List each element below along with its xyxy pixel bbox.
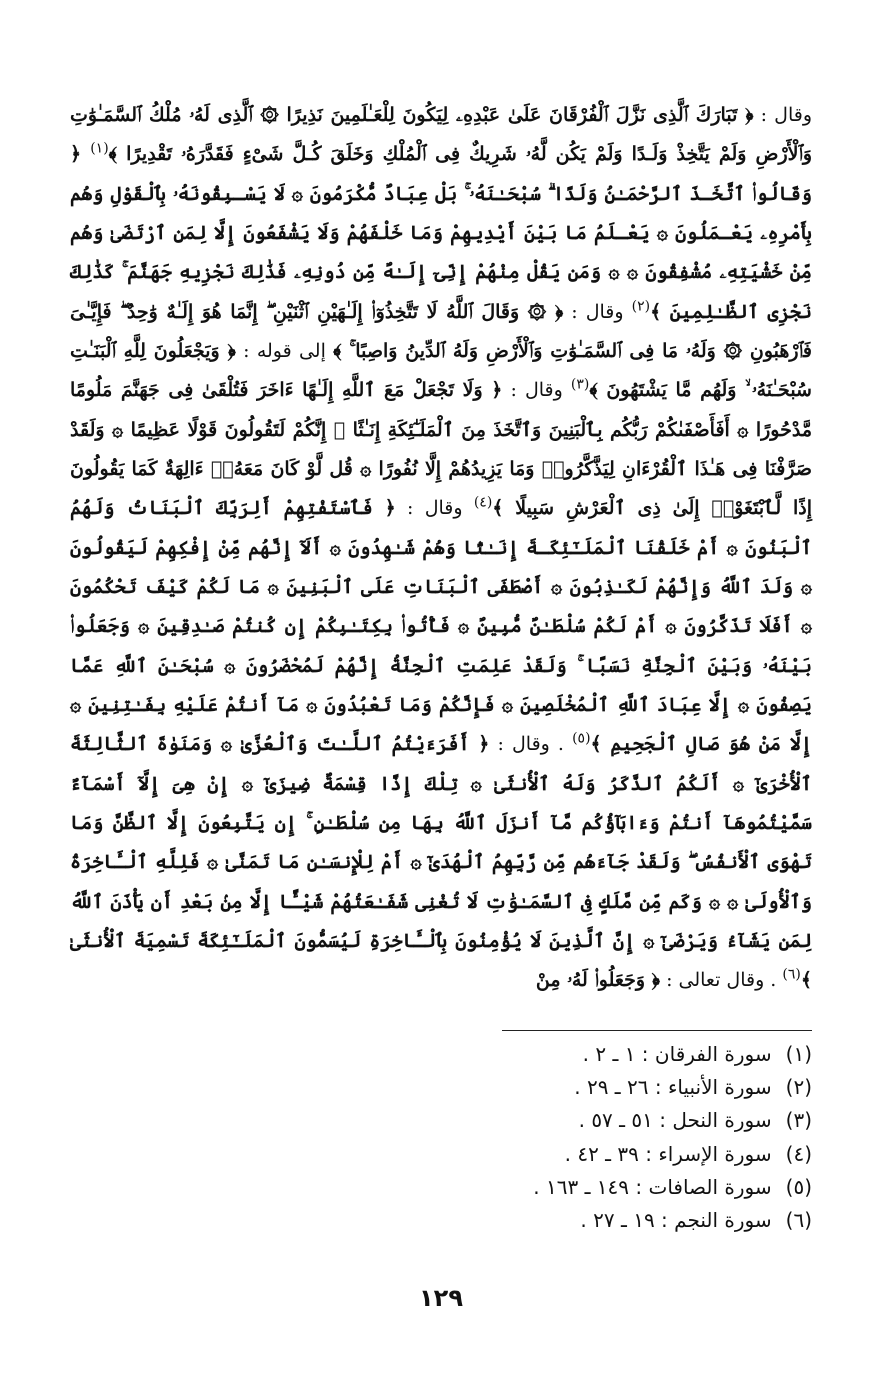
page-number: ١٢٩ — [419, 1284, 463, 1312]
quran-verse-text: ﴿ فَٱسْتَفْتِهِمْ أَلِرَبِّكَ ٱلْبَنَاتُ وَلَهُمُ ٱلْبَنُونَ ۞ أَمْ خَلَقْنَا ٱلْمَلَـٰٓئِكَـةَ إِنَـٰثًا وَهُمْ شَـٰهِدُونَ ۞ أَلَآ إِنَّهُم مِّنْ إِفْكِهِمْ لَيَقُولُونَ ۞ وَلَدَ ٱللَّهُ وَإِنَّهُمْ لَكَـٰذِبُونَ ۞ أَصْطَفَى ٱلْبَنَاتِ عَلَى ٱلْبَنِينَ ۞ مَا لَكُمْ كَيْفَ تَحْكُمُونَ ۞ أَفَلَا تَذَكَّرُونَ ۞ أَمْ لَكُمْ سُلْطَـٰنٌ مُّبِينٌ ۞ فَأْتُوا۟ بِكِتَـٰبِكُمْ إِن كُنتُمْ صَـٰدِقِينَ ۞ وَجَعَلُوا۟ بَيْنَهُۥ وَبَيْنَ ٱلْجِنَّةِ نَسَبًا ۚ وَلَقَدْ عَلِمَتِ ٱلْجِنَّةُ إِنَّهُمْ لَمُحْضَرُونَ ۞ سُبْحَـٰنَ ٱللَّهِ عَمَّا يَصِفُونَ ۞ إِلَّا عِبَادَ ٱللَّهِ ٱلْمُخْلَصِينَ ۞ فَإِنَّكُمْ وَمَا تَعْبُدُونَ ۞ مَآ أَنتُمْ عَلَيْهِ بِفَـٰتِنِينَ ۞ إِلَّا مَنْ هُوَ صَالِ ٱلْجَحِيمِ ﴾ — [70, 497, 812, 756]
footnote-text: سورة الإسراء : ٣٩ ـ ٤٢ . — [564, 1141, 772, 1166]
book-page — [70, 96, 812, 1346]
footnote-text: سورة الصافات : ١٤٩ ـ ١٦٣ . — [533, 1174, 772, 1199]
footnote-number: (١) — [785, 1042, 812, 1066]
footnote-number: (٤) — [785, 1141, 812, 1166]
quran-verse-text: ﴿ وَلَا تَجْعَلْ مَعَ ٱللَّهِ إِلَـٰهًا ءَاخَرَ فَتُلْقَىٰ فِى جَهَنَّمَ مَلُومًا مَّدْحُورًا ۞ أَفَأَصْفَىٰكُمْ رَبُّكُم بِٱلْبَنِينَ وَٱتَّخَذَ مِنَ ٱلْمَلَـٰٓئِكَةِ إِنَـٰثًا ۚ إِنَّكُمْ لَتَقُولُونَ قَوْلًا عَظِيمًا ۞ وَلَقَدْ صَرَّفْنَا فِى هَـٰذَا ٱلْقُرْءَانِ لِيَذَّكَّرُوا۟ وَمَا يَزِيدُهُمْ إِلَّا نُفُورًا ۞ قُل لَّوْ كَانَ مَعَهُۥٓ ءَالِهَةٌ كَمَا يَقُولُونَ إِذًا لَّٱبْتَغَوْا۟ إِلَىٰ ذِى ٱلْعَرْشِ سَبِيلًا ﴾ — [70, 379, 813, 520]
footnote-reference: (٢) — [631, 298, 651, 315]
footnote-number: (٥) — [785, 1174, 812, 1199]
quran-verse-text: ﴿ وَقَالُوا۟ ٱتَّخَـذَ ٱلرَّحْمَـٰنُ وَلَدًا ۗ سُبْحَـٰنَهُۥ ۚ بَلْ عِبَادٌ مُّكْرَمُونَ ۞ لَا يَسْـبِقُونَهُۥ بِٱلْقَوْلِ وَهُم بِأَمْرِهِۦ يَعْـمَلُونَ ۞ يَعْـلَمُ مَا بَيْنَ أَيْدِيهِمْ وَمَا خَلْفَهُمْ وَلَا يَشْفَعُونَ إِلَّا لِمَنِ ٱرْتَضَىٰ وَهُم مِّنْ خَشْيَتِهِۦ مُشْفِقُونَ ۞ ۞ وَمَن يَقُلْ مِنْهُمْ إِنِّىٓ إِلَـٰهٌ مِّن دُونِهِۦ فَذَٰلِكَ نَجْزِيهِ جَهَنَّمَ ۚ كَذَٰلِكَ نَجْزِى ٱلظَّـٰلِمِينَ ﴾ — [70, 143, 812, 323]
footnote-text: سورة النجم : ١٩ ـ ٢٧ . — [580, 1208, 772, 1233]
footnote-item — [70, 1038, 812, 1071]
footnote-separator — [502, 1030, 812, 1031]
footnote-item — [70, 1104, 812, 1137]
commentary-text: وقال : — [395, 497, 474, 520]
commentary-text: إلى قوله : — [235, 339, 334, 362]
footnote-list — [70, 1038, 812, 1237]
commentary-text: . وقال تعالى : — [660, 969, 783, 992]
footnote-reference: (٥) — [572, 730, 591, 747]
footnote-reference: (٤) — [473, 494, 493, 511]
footnote-number: (٢) — [785, 1075, 812, 1100]
quran-verse-text: ﴿ تَبَارَكَ ٱلَّذِى نَزَّلَ ٱلْفُرْقَانَ عَلَىٰ عَبْدِهِۦ لِيَكُونَ لِلْعَـٰلَمِينَ نَذِيرًا ۞ ٱلَّذِى لَهُۥ مُلْكُ ٱلسَّمَـٰوَٰتِ وَٱلْأَرْضِ وَلَمْ يَتَّخِذْ وَلَـدًا وَلَمْ يَكُن لَّهُۥ شَرِيكٌ فِى ٱلْمُلْكِ وَخَلَقَ كُـلَّ شَىْءٍ فَقَدَّرَهُۥ تَقْدِيرًا ﴾ — [70, 104, 812, 166]
quran-verse-text: ﴿ وَيَجْعَلُونَ لِلَّهِ ٱلْبَنَـٰتِ سُبْحَـٰنَهُۥ ۙ وَلَهُم مَّا يَشْتَهُونَ ﴾ — [70, 339, 812, 402]
footnote-item — [70, 1071, 812, 1104]
commentary-text: وقال : — [502, 379, 571, 402]
quran-verse-text: ﴿ أَفَرَءَيْتُمُ ٱللَّـٰتَ وَٱلْعُزَّىٰ ۞ وَمَنَوٰةَ ٱلثَّالِثَةَ ٱلْأُخْرَىٰٓ ۞ أَلَكُمُ ٱلذَّكَرُ وَلَهُ ٱلْأُنثَىٰ ۞ تِلْكَ إِذًا قِسْمَةٌ ضِيزَىٰٓ ۞ إِنْ هِىَ إِلَّآ أَسْمَآءٌ سَمَّيْتُمُوهَآ أَنتُمْ وَءَابَآؤُكُم مَّآ أَنزَلَ ٱللَّهُ بِهَا مِن سُلْطَـٰنٍ ۚ إِن يَتَّبِعُونَ إِلَّا ٱلظَّنَّ وَمَا تَهْوَى ٱلْأَنفُسُ ۖ وَلَقَدْ جَآءَهُم مِّن رَّبِّهِمُ ٱلْهُدَىٰٓ ۞ أَمْ لِلْإِنسَـٰنِ مَا تَمَنَّىٰ ۞ فَلِلَّهِ ٱلْـَٔاخِرَةُ وَٱلْأُولَىٰ ۞ ۞ وَكَم مِّن مَّلَكٍ فِى ٱلسَّمَـٰوَٰتِ لَا تُغْنِى شَفَـٰعَتُهُمْ شَيْـًٔا إِلَّا مِنۢ بَعْدِ أَن يَأْذَنَ ٱللَّهُ لِمَن يَشَآءُ وَيَرْضَىٰٓ ۞ إِنَّ ٱلَّذِينَ لَا يُؤْمِنُونَ بِٱلْـَٔاخِرَةِ لَيُسَمُّونَ ٱلْمَلَـٰٓئِكَةَ تَسْمِيَةَ ٱلْأُنثَىٰ ﴾ — [70, 733, 812, 992]
footnote-item — [70, 1204, 812, 1237]
footnote-text: سورة النحل : ٥١ ـ ٥٧ . — [578, 1108, 772, 1133]
footnote-reference: (٦) — [782, 966, 801, 983]
footnote-item — [70, 1171, 812, 1204]
commentary-text: . وقال : — [489, 733, 573, 756]
footnote-text: سورة الأنبياء : ٢٦ ـ ٢٩ . — [574, 1075, 772, 1100]
footnote-number: (٣) — [785, 1108, 812, 1133]
body-paragraph — [70, 96, 812, 1001]
footnote-number: (٦) — [785, 1208, 812, 1233]
commentary-text: وقال : — [563, 300, 632, 323]
quran-verse-text: ﴿ ۞ وَقَالَ ٱللَّهُ لَا تَتَّخِذُوٓا۟ إِلَـٰهَيْنِ ٱثْنَيْنِ ۖ إِنَّمَا هُوَ إِلَـٰهٌ وَٰحِدٌ ۖ فَإِيَّـٰىَ فَٱرْهَبُونِ ۞ وَلَهُۥ مَا فِى ٱلسَّمَـٰوَٰتِ وَٱلْأَرْضِ وَلَهُ ٱلدِّينُ وَاصِبًا ۚ ﴾ — [70, 300, 813, 362]
footnote-reference: (٣) — [570, 376, 590, 393]
commentary-text: وقال : — [753, 104, 812, 126]
footnote-text: سورة الفرقان : ١ ـ ٢ . — [582, 1042, 772, 1066]
footnote-reference: (١) — [90, 141, 109, 157]
footnote-item — [70, 1138, 812, 1171]
quran-verse-text: ﴿ وَجَعَلُوا۟ لَهُۥ مِنْ — [535, 969, 661, 992]
